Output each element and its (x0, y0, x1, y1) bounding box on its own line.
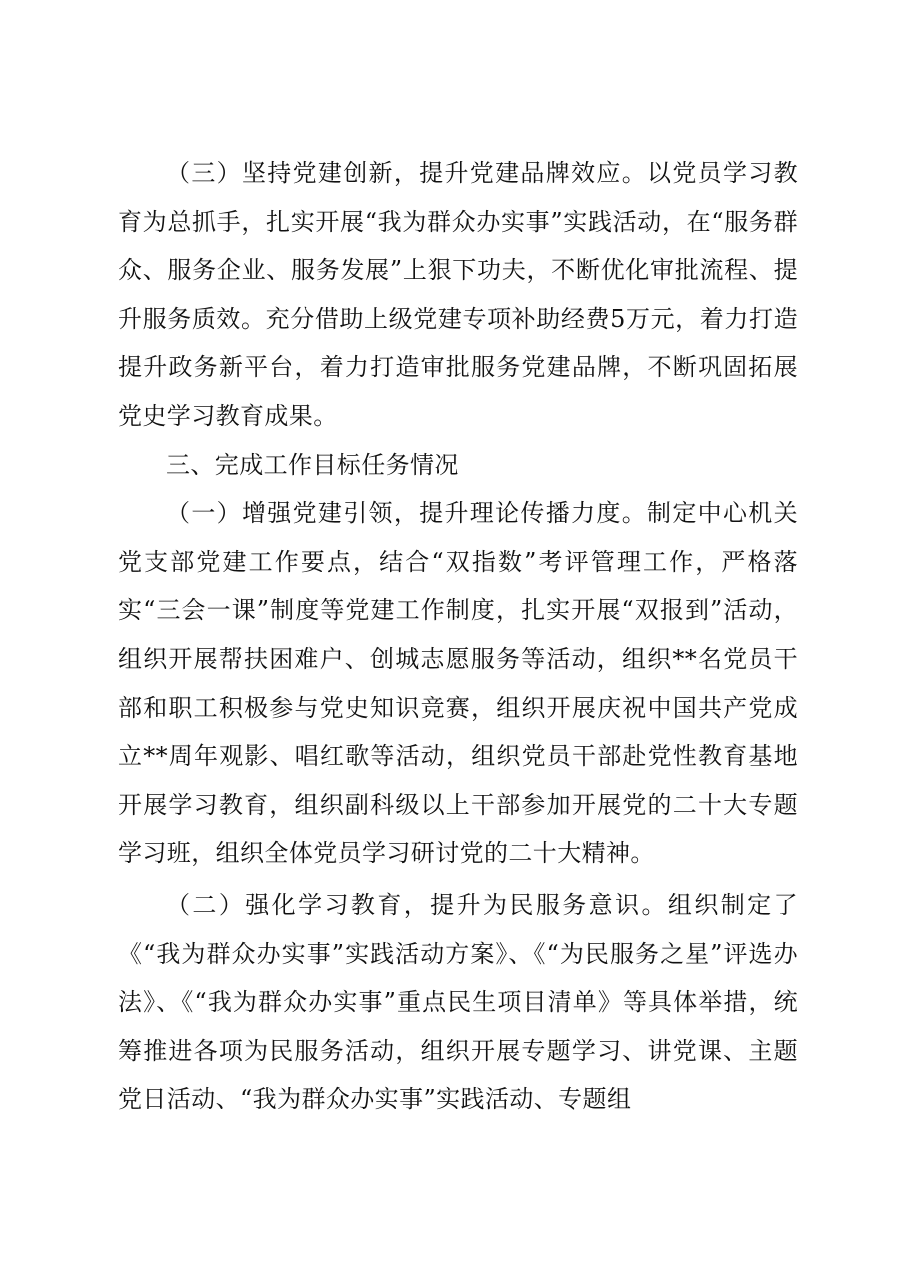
section-heading-work-targets: 三、完成工作目标任务情况 (166, 450, 459, 479)
paragraph-party-innovation: （三）坚持党建创新，提升党建品牌效应。以党员学习教育为总抓手，扎实开展“我为群众办实事”实践活动，在“服务群众、服务企业、服务发展”上狠下功夫，不断优化审批流程、提升服务质效。充分借助上级党建专项补助经费5万元，着力打造提升政务新平台，着力打造审批服务党建品牌，不断巩固拓展党史学习教育成果。 (118, 159, 798, 430)
paragraph-party-leadership: （一）增强党建引领，提升理论传播力度。制定中心机关党支部党建工作要点，结合“双指数”考评管理工作，严格落实“三会一课”制度等党建工作制度，扎实开展“双报到”活动，组织开展帮扶困难户、创城志愿服务等活动，组织**名党员干部和职工积极参与党史知识竞赛，组织开展庆祝中国共产党成立**周年观影、唱红歌等活动，组织党员干部赴党性教育基地开展学习教育，组织副科级以上干部参加开展党的二十大专题学习班，组织全体党员学习研讨党的二十大精神。 (118, 499, 798, 868)
document-body (118, 149, 798, 1124)
paragraph-study-education: （二）强化学习教育，提升为民服务意识。组织制定了《“我为群众办实事”实践活动方案》、《“为民服务之星”评选办法》、《“我为群众办实事”重点民生项目清单》等具体举措，统筹推进各项为民服务活动，组织开展专题学习、讲党课、主题党日活动、“我为群众办实事”实践活动、专题组 (118, 890, 798, 1114)
